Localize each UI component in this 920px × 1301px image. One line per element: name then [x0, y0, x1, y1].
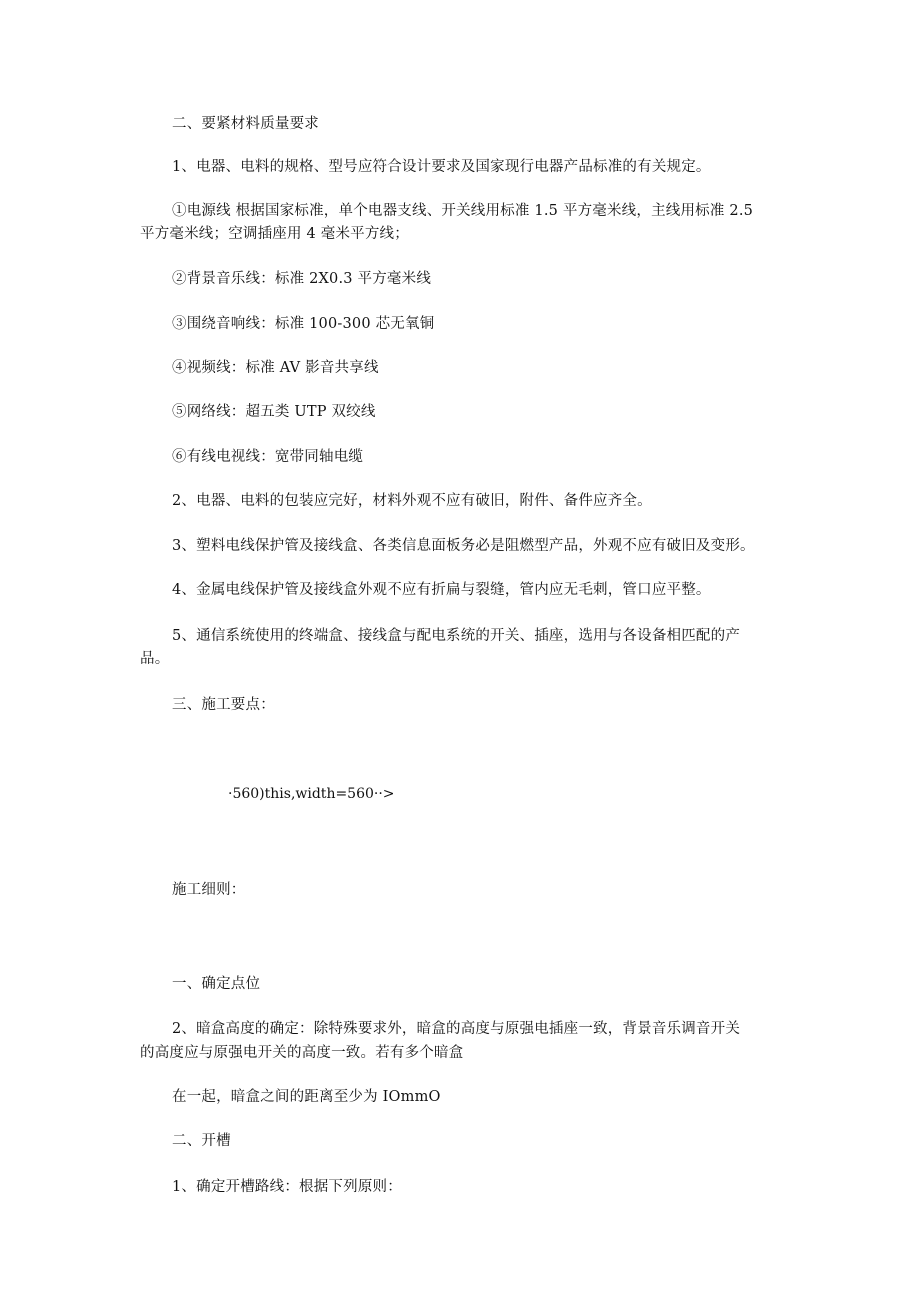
broken-image-placeholder-text: ·560)this,width=560··> — [228, 786, 395, 802]
cable-tv-cable: ⑥有线电视线：宽带同轴电缆 — [172, 449, 364, 465]
materials-item-5-line-1: 5、通信系统使用的终端盒、接线盒与配电系统的开关、插座，选用与各设备相匹配的产 — [172, 628, 741, 644]
materials-item-5-line-2: 品。 — [140, 651, 170, 667]
step-1-heading: 一、确定点位 — [172, 976, 261, 992]
construction-details-heading: 施工细则： — [172, 882, 246, 898]
materials-item-4: 4、金属电线保护管及接线盒外观不应有折扁与裂缝，管内应无毛刺，管口应平整。 — [172, 582, 711, 598]
section-heading-materials: 二、要紧材料质量要求 — [172, 116, 319, 132]
box-spacing-line: 在一起，暗盒之间的距离至少为 IOmmO — [172, 1089, 441, 1105]
network-cable: ⑤网络线：超五类 UTP 双绞线 — [172, 404, 376, 420]
materials-item-3: 3、塑料电线保护管及接线盒、各类信息面板务必是阻燃型产品，外观不应有破旧及变形。 — [172, 538, 755, 554]
step-2-item-1: 1、确定开槽路线：根据下列原则： — [172, 1179, 402, 1195]
surround-speaker-cable: ③围绕音响线：标准 100-300 芯无氧铜 — [172, 316, 435, 332]
power-cable-line-2: 平方毫米线；空调插座用 4 毫米平方线； — [140, 226, 409, 242]
materials-item-1: 1、电器、电料的规格、型号应符合设计要求及国家现行电器产品标准的有关规定。 — [172, 159, 711, 175]
power-cable-line-1: ①电源线 根据国家标准，单个电器支线、开关线用标准 1.5 平方毫米线，主线用标准 2.5 — [172, 203, 754, 219]
materials-item-2: 2、电器、电料的包装应完好，材料外观不应有破旧，附件、备件应齐全。 — [172, 493, 652, 509]
section-heading-construction: 三、施工要点： — [172, 697, 275, 713]
box-height-line-2: 的高度应与原强电开关的高度一致。若有多个暗盒 — [140, 1045, 464, 1061]
background-music-cable: ②背景音乐线：标准 2X0.3 平方毫米线 — [172, 271, 432, 287]
video-cable: ④视频线：标准 AV 影音共享线 — [172, 360, 379, 376]
step-2-heading: 二、开槽 — [172, 1133, 231, 1149]
box-height-line-1: 2、暗盒高度的确定：除特殊要求外，暗盒的高度与原强电插座一致，背景音乐调音开关 — [172, 1021, 741, 1037]
